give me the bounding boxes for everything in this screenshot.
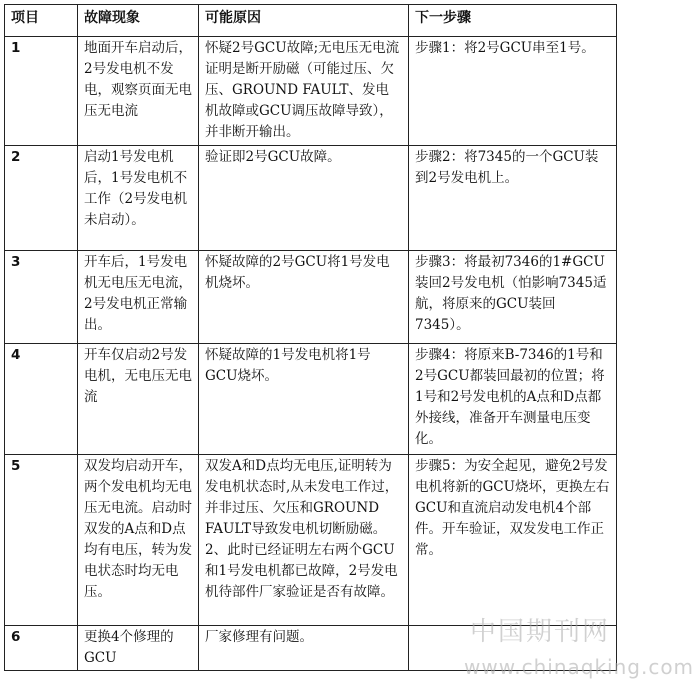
cause-cell: 怀疑故障的1号发电机将1号GCU烧坏。 [199, 344, 409, 455]
symptom-cell: 双发均启动开车，两个发电机均无电压无电流。启动时双发的A点和D点均有电压，转为发电状态时均无电压。 [78, 455, 199, 626]
table-row [5, 344, 617, 455]
header-row [5, 5, 617, 37]
symptom-cell: 地面开车启动后，2号发电机不发电，观察页面无电压无电流 [78, 37, 199, 146]
header-symptom: 故障现象 [78, 5, 199, 37]
symptom-cell: 更换4个修理的GCU [78, 626, 199, 671]
header-next-step: 下一步骤 [409, 5, 617, 37]
item-number: 6 [5, 626, 78, 671]
cause-cell: 怀疑2号GCU故障;无电压无电流证明是断开励磁（可能过压、欠压、GROUND FAULT、发电机故障或GCU调压故障导致），并非断开输出。 [199, 37, 409, 146]
header-cause: 可能原因 [199, 5, 409, 37]
fault-table [4, 4, 617, 671]
watermark-url: www.chinaqking.com [464, 655, 695, 679]
cause-cell: 双发A和D点均无电压,证明转为发电机状态时,从未发电工作过，并非过压、欠压和GROUND FAULT导致发电机切断励磁。 2、此时已经证明左右两个GCU和1号发电机都已故障，2号发电机待部件厂家验证是否有故障。 [199, 455, 409, 626]
cause-cell: 厂家修理有问题。 [199, 626, 409, 671]
item-number: 4 [5, 344, 78, 455]
item-number: 1 [5, 37, 78, 146]
item-number: 3 [5, 251, 78, 344]
table-row [5, 455, 617, 626]
cause-cell: 怀疑故障的2号GCU将1号发电机烧坏。 [199, 251, 409, 344]
table-row [5, 37, 617, 146]
next-step-cell: 步骤4：将原来B-7346的1号和2号GCU都装回最初的位置；将1号和2号发电机的A点和D点都外接线，准备开车测量电压变化。 [409, 344, 617, 455]
table-row [5, 251, 617, 344]
table-row [5, 146, 617, 251]
cause-cell: 验证即2号GCU故障。 [199, 146, 409, 251]
next-step-cell: 步骤5：为安全起见，避免2号发电机将新的GCU烧坏，更换左右GCU和直流启动发电机4个部件。开车验证，双发发电工作正常。 [409, 455, 617, 626]
symptom-cell: 开车仅启动2号发电机，无电压无电流 [78, 344, 199, 455]
symptom-cell: 开车后，1号发电机无电压无电流，2号发电机正常输出。 [78, 251, 199, 344]
symptom-cell: 启动1号发电机后，1号发电机不工作（2号发电机未启动）。 [78, 146, 199, 251]
next-step-cell: 步骤2：将7345的一个GCU装到2号发电机上。 [409, 146, 617, 251]
next-step-cell: 步骤3：将最初7346的1#GCU装回2号发电机（怕影响7345适航，将原来的GCU装回7345）。 [409, 251, 617, 344]
header-item: 项目 [5, 5, 78, 37]
item-number: 5 [5, 455, 78, 626]
next-step-cell: 步骤1：将2号GCU串至1号。 [409, 37, 617, 146]
watermark-site-name: 中国期刊网 [470, 617, 611, 647]
item-number: 2 [5, 146, 78, 251]
